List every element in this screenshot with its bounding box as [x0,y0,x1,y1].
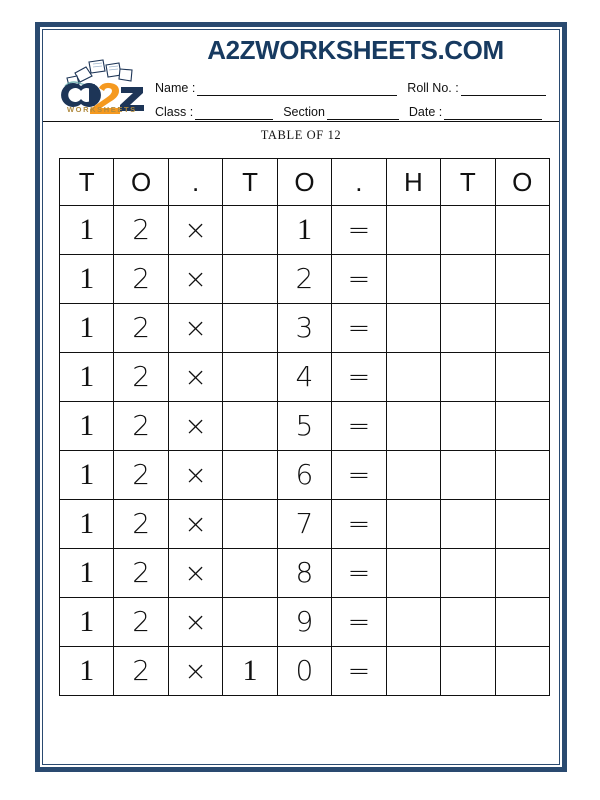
answer-cell[interactable] [495,255,549,304]
digit-cell [277,255,331,304]
grid-header-cell: O [114,159,168,206]
table-row [60,647,550,696]
answer-cell[interactable] [495,451,549,500]
table-row [60,598,550,647]
roll-no-input[interactable] [461,81,546,96]
equals-sign: = [332,647,386,696]
field-spacer [399,106,409,120]
multiply-sign: × [168,206,222,255]
digit-cell [114,500,168,549]
digit-glyph: 1 [79,457,95,491]
answer-cell[interactable] [223,206,277,255]
table-row [60,402,550,451]
grid-header-cell: H [386,159,440,206]
digit-cell [60,451,114,500]
date-input[interactable] [444,105,542,120]
digit-cell [277,353,331,402]
digit-glyph: 1 [79,506,95,540]
roll-no-label: Roll No. : [407,81,459,95]
equals-sign: = [332,304,386,353]
digit-glyph: 1 [79,653,95,687]
digit-cell [60,598,114,647]
equals-sign: = [332,255,386,304]
name-label: Name : [155,81,196,95]
answer-cell[interactable] [223,402,277,451]
answer-cell[interactable] [386,255,440,304]
answer-cell[interactable] [223,255,277,304]
digit-cell [60,353,114,402]
date-label: Date : [408,105,443,119]
answer-cell[interactable] [223,353,277,402]
table-row [60,451,550,500]
answer-cell[interactable] [441,304,495,353]
worksheet-title: TABLE OF 12 [260,128,342,142]
grid-header-cell: . [332,159,386,206]
section-input[interactable] [327,105,399,120]
digit-glyph: 2 [132,604,151,638]
answer-cell[interactable] [495,402,549,451]
answer-cell[interactable] [386,500,440,549]
answer-cell[interactable] [495,353,549,402]
digit-cell [114,304,168,353]
answer-cell[interactable] [223,549,277,598]
digit-cell [60,255,114,304]
digit-glyph: 1 [79,310,95,344]
digit-cell [223,647,277,696]
digit-cell [60,304,114,353]
digit-glyph: 9 [295,604,314,638]
answer-cell[interactable] [495,647,549,696]
digit-glyph: 8 [295,555,314,589]
answer-cell[interactable] [223,304,277,353]
grid-header-cell: . [168,159,222,206]
answer-cell[interactable] [495,549,549,598]
worksheet-page-frame [35,22,567,772]
answer-cell[interactable] [495,206,549,255]
digit-glyph: 4 [295,359,314,393]
grid-header-row [60,159,550,206]
answer-cell[interactable] [386,402,440,451]
answer-cell[interactable] [223,598,277,647]
multiply-sign: × [168,549,222,598]
answer-cell[interactable] [495,598,549,647]
answer-cell[interactable] [441,500,495,549]
svg-text:WORKSHEETS: WORKSHEETS [67,105,137,114]
equals-sign: = [332,402,386,451]
answer-cell[interactable] [441,255,495,304]
digit-cell [114,598,168,647]
grid-header-cell: O [277,159,331,206]
answer-cell[interactable] [223,500,277,549]
digit-glyph: 1 [79,604,95,638]
multiply-sign: × [168,402,222,451]
answer-cell[interactable] [495,304,549,353]
digit-glyph: 3 [295,310,314,344]
answer-cell[interactable] [386,549,440,598]
digit-cell [114,206,168,255]
digit-glyph: 2 [132,457,151,491]
digit-cell [277,500,331,549]
grid-header-cell: O [495,159,549,206]
answer-cell[interactable] [441,549,495,598]
class-label: Class : [155,105,194,119]
answer-cell[interactable] [441,353,495,402]
multiply-sign: × [168,598,222,647]
answer-cell[interactable] [386,304,440,353]
a2z-logo [59,56,151,114]
digit-cell [277,451,331,500]
digit-cell [60,206,114,255]
digit-glyph: 1 [79,212,95,246]
student-info-row-1 [155,74,549,96]
student-info-row-2 [155,98,549,120]
answer-cell[interactable] [441,451,495,500]
digit-glyph: 1 [242,653,258,687]
answer-cell[interactable] [223,451,277,500]
grid-header-cell: T [441,159,495,206]
table-row [60,255,550,304]
multiply-sign: × [168,304,222,353]
multiply-sign: × [168,500,222,549]
section-label: Section [283,105,325,119]
digit-cell [60,500,114,549]
digit-cell [114,353,168,402]
table-row [60,304,550,353]
digit-glyph: 6 [295,457,314,491]
table-row [60,549,550,598]
answer-cell[interactable] [495,500,549,549]
class-input[interactable] [195,105,273,120]
brand-title: A2ZWORKSHEETS.COM [207,35,504,65]
digit-cell [60,402,114,451]
digit-glyph: 1 [79,408,95,442]
multiplication-grid [59,158,550,696]
field-spacer [273,106,283,120]
answer-cell[interactable] [441,402,495,451]
digit-glyph: 7 [295,506,314,540]
table-row [60,206,550,255]
digit-cell [277,304,331,353]
grid-header-cell: T [60,159,114,206]
multiply-sign: × [168,353,222,402]
equals-sign: = [332,353,386,402]
digit-glyph: 2 [132,359,151,393]
digit-glyph: 2 [132,310,151,344]
answer-cell[interactable] [386,206,440,255]
equals-sign: = [332,549,386,598]
worksheet-header [43,30,559,122]
digit-cell [114,647,168,696]
table-row [60,353,550,402]
digit-glyph: 1 [79,555,95,589]
digit-cell [114,451,168,500]
digit-glyph: 5 [295,408,314,442]
digit-glyph: 0 [295,653,314,687]
answer-cell[interactable] [386,451,440,500]
answer-cell[interactable] [386,353,440,402]
answer-cell[interactable] [441,647,495,696]
digit-cell [277,206,331,255]
digit-cell [277,402,331,451]
digit-cell [277,647,331,696]
digit-glyph: 2 [132,555,151,589]
multiply-sign: × [168,647,222,696]
answer-cell[interactable] [386,647,440,696]
digit-cell [277,549,331,598]
multiplication-grid-wrapper [59,158,549,696]
digit-glyph: 2 [132,212,151,246]
equals-sign: = [332,451,386,500]
name-input[interactable] [197,81,397,96]
digit-glyph: 1 [79,261,95,295]
equals-sign: = [332,598,386,647]
digit-glyph: 2 [132,506,151,540]
equals-sign: = [332,206,386,255]
digit-cell [114,255,168,304]
multiply-sign: × [168,255,222,304]
digit-glyph: 2 [132,261,151,295]
table-row [60,500,550,549]
equals-sign: = [332,500,386,549]
multiply-sign: × [168,451,222,500]
digit-cell [60,549,114,598]
worksheet-page-inner [42,29,560,765]
digit-cell [277,598,331,647]
field-spacer [397,82,407,96]
answer-cell[interactable] [386,598,440,647]
answer-cell[interactable] [441,598,495,647]
answer-cell[interactable] [441,206,495,255]
digit-glyph: 2 [132,408,151,442]
grid-header-cell: T [223,159,277,206]
digit-glyph: 2 [295,261,314,295]
digit-glyph: 1 [296,212,312,246]
digit-cell [60,647,114,696]
digit-cell [114,549,168,598]
digit-cell [114,402,168,451]
digit-glyph: 2 [132,653,151,687]
digit-glyph: 1 [79,359,95,393]
